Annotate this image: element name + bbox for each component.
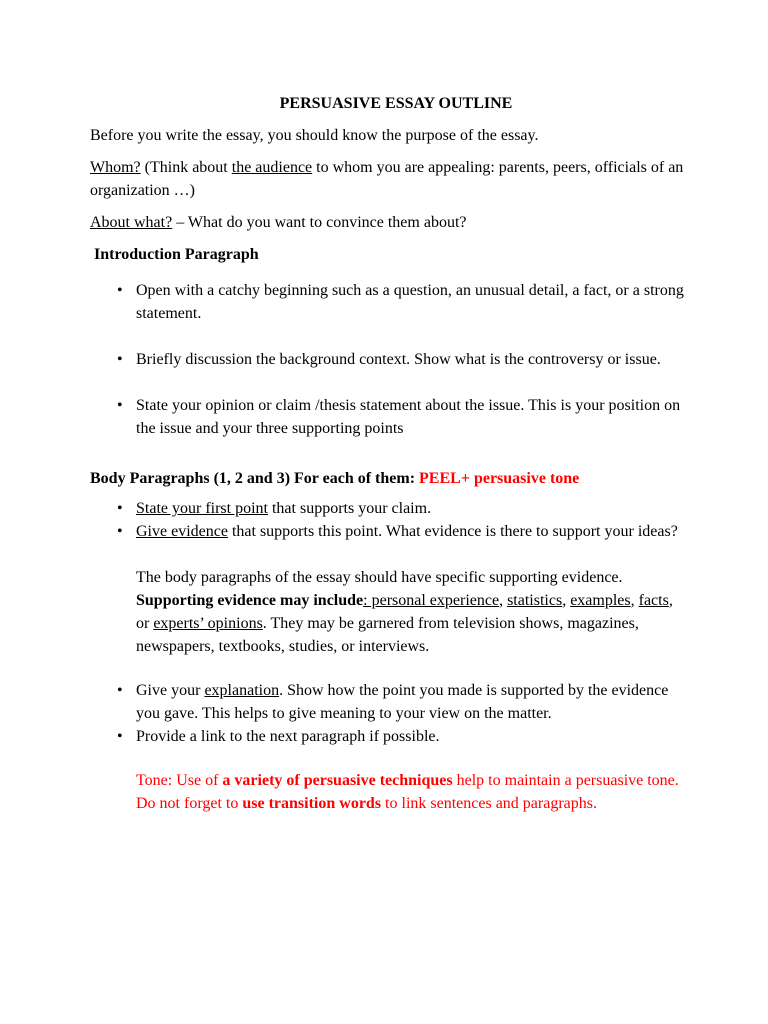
intro-bullet-text: Open with a catchy beginning such as a question, an unusual detail, a fact, or a strong statement. bbox=[136, 282, 684, 322]
evidence-personal: : personal experience bbox=[363, 592, 500, 609]
transition-line bbox=[136, 792, 690, 815]
link-text: Provide a link to the next paragraph if possible. bbox=[136, 728, 440, 745]
bullet-icon: • bbox=[117, 500, 123, 517]
bullet-icon: • bbox=[117, 682, 123, 699]
bullet-icon: • bbox=[117, 282, 123, 299]
transition-pre: Do not forget to bbox=[136, 795, 243, 812]
list-item bbox=[90, 279, 690, 325]
evidence-examples: examples bbox=[570, 592, 631, 609]
list-item bbox=[90, 679, 690, 725]
evidence-facts: facts bbox=[638, 592, 669, 609]
body-heading-text: Body Paragraphs (1, 2 and 3) For each of them: bbox=[90, 470, 420, 487]
evidence-text: that supports this point. What evidence is there to support your ideas? bbox=[227, 523, 678, 540]
about-paragraph bbox=[90, 211, 690, 234]
list-item bbox=[90, 520, 690, 543]
tone-post: help to maintain a persuasive tone. bbox=[452, 772, 679, 789]
spacer bbox=[90, 543, 690, 566]
bullet-icon: • bbox=[117, 728, 123, 745]
tone-pre: Tone: Use of bbox=[136, 772, 223, 789]
evidence-statistics: statistics bbox=[507, 592, 563, 609]
intro-bullet-text: State your opinion or claim /thesis statement about the issue. This is your position on the issue and your three supporting points bbox=[136, 397, 681, 437]
comma: , bbox=[630, 592, 639, 609]
evidence-bold: Supporting evidence may include bbox=[136, 592, 364, 609]
evidence-intro: The body paragraphs of the essay should have specific supporting evidence. bbox=[136, 569, 623, 586]
whom-paragraph bbox=[90, 156, 690, 202]
evidence-paragraph bbox=[90, 566, 690, 658]
tone-bold: a variety of persuasive techniques bbox=[222, 772, 453, 789]
explanation-text: . Show how the point you made is supported by the evidence you gave. This helps to give meaning to your view on the matter. bbox=[136, 682, 669, 722]
explanation-pre: Give your bbox=[136, 682, 205, 699]
evidence-experts: experts’ opinions bbox=[153, 615, 263, 632]
page-title: PERSUASIVE ESSAY OUTLINE bbox=[279, 95, 513, 112]
transition-post: to link sentences and paragraphs. bbox=[381, 795, 597, 812]
whom-label: Whom? bbox=[90, 159, 141, 176]
bullet-icon: • bbox=[117, 523, 123, 540]
body-heading bbox=[90, 467, 690, 490]
transition-bold: use transition words bbox=[242, 795, 382, 812]
bullet-icon: • bbox=[117, 397, 123, 414]
point-underlined: State your first point bbox=[136, 500, 268, 517]
evidence-tail: . They may be garnered from television shows, magazines, newspapers, textbooks, studies, or interviews. bbox=[136, 615, 639, 655]
document-page bbox=[90, 92, 690, 815]
evidence-underlined: Give evidence bbox=[136, 523, 228, 540]
intro-bullet-text: Briefly discussion the background context. Show what is the controversy or issue. bbox=[136, 351, 661, 368]
point-text: that supports your claim. bbox=[267, 500, 432, 517]
whom-post: to whom you are appealing: parents, peers, officials of an organization …) bbox=[90, 159, 684, 199]
comma: , bbox=[499, 592, 508, 609]
intro-heading: Introduction Paragraph bbox=[94, 246, 259, 263]
body-bullet-list-2 bbox=[90, 679, 690, 748]
whom-pre: (Think about bbox=[140, 159, 232, 176]
list-item bbox=[90, 394, 690, 440]
explanation-underlined: explanation bbox=[204, 682, 280, 699]
list-item bbox=[90, 348, 690, 371]
intro-bullet-list bbox=[90, 279, 690, 440]
lead-paragraph: Before you write the essay, you should know the purpose of the essay. bbox=[90, 127, 539, 144]
spacer bbox=[90, 748, 690, 769]
tone-block bbox=[90, 769, 690, 815]
spacer bbox=[90, 667, 690, 679]
or-text: , or bbox=[136, 592, 673, 632]
tone-line bbox=[136, 769, 690, 792]
comma: , bbox=[562, 592, 571, 609]
whom-audience: the audience bbox=[231, 159, 313, 176]
about-label: About what? bbox=[90, 214, 173, 231]
body-heading-peel: PEEL+ persuasive tone bbox=[419, 470, 580, 487]
body-bullet-list bbox=[90, 497, 690, 543]
about-text: – What do you want to convince them about? bbox=[172, 214, 467, 231]
list-item bbox=[90, 725, 690, 748]
list-item bbox=[90, 497, 690, 520]
bullet-icon: • bbox=[117, 351, 123, 368]
